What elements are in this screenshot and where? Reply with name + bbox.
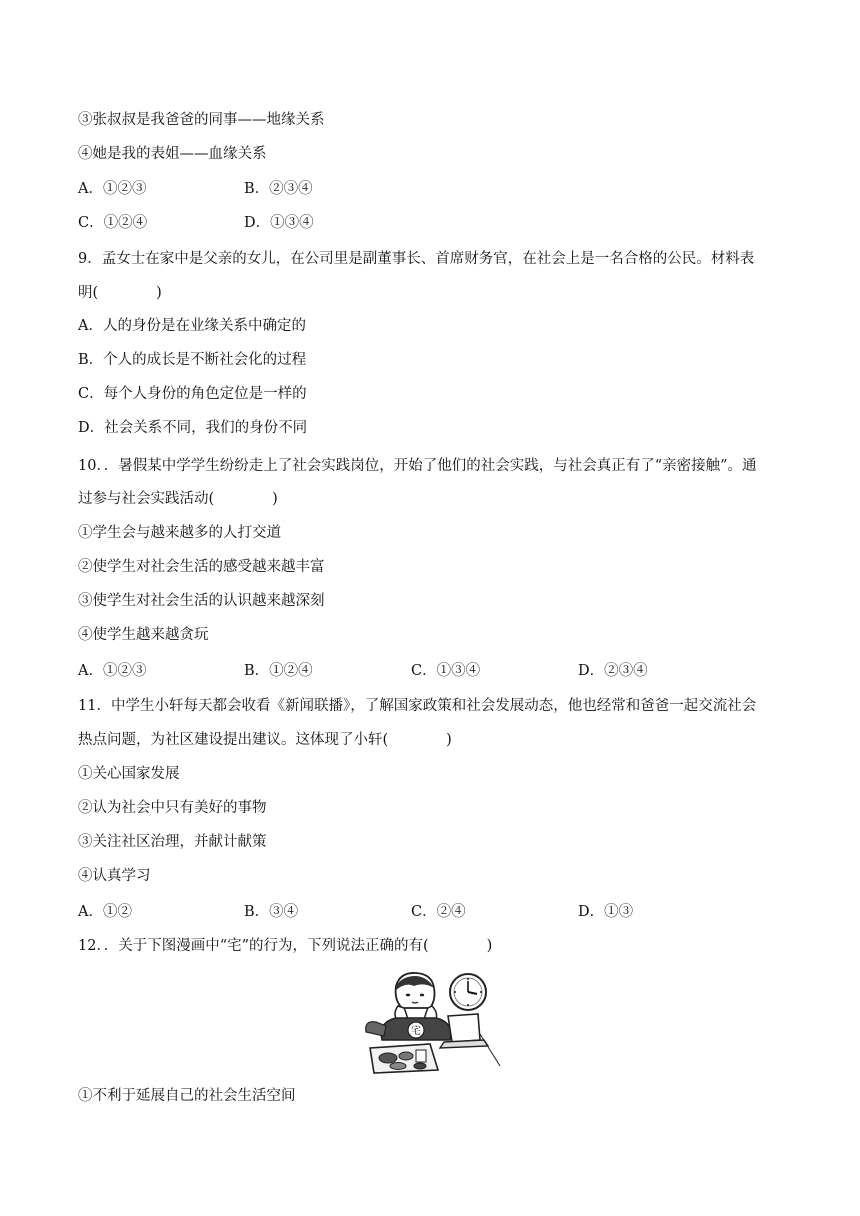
boy-figure (366, 973, 451, 1040)
q11-statement-3: ③关注社区治理，并献计献策 (78, 834, 267, 850)
q12-stem: 12．．关于下图漫画中“宅”的行为，下列说法正确的有( ) (78, 938, 493, 954)
q11-option-b: B．③④ (244, 904, 299, 920)
q9-option-a: A．人的身份是在业缘关系中确定的 (78, 318, 306, 334)
q11-stem-line1: 11．中学生小轩每天都会收看《新闻联播》，了解国家政策和社会发展动态，他也经常和爸爸一起交流社会 (78, 698, 757, 714)
q11-stem-line2: 热点问题，为社区建设提出建议。这体现了小轩( ) (78, 732, 452, 748)
q10-statement-2: ②使学生对社会生活的感受越来越丰富 (78, 559, 325, 575)
q10-statement-1: ①学生会与越来越多的人打交道 (78, 525, 281, 541)
q10-statement-3: ③使学生对社会生活的认识越来越深刻 (78, 593, 325, 609)
q11-option-d: D．①③ (578, 904, 634, 920)
food-tray-icon (370, 1044, 438, 1073)
q11-option-a: A．①② (78, 904, 132, 920)
cartoon-illustration (362, 970, 504, 1074)
q10-stem-line2: 过参与社会实践活动( ) (78, 491, 278, 507)
q11-statement-2: ②认为社会中只有美好的事物 (78, 800, 267, 816)
q10-statement-4: ④使学生越来越贪玩 (78, 627, 209, 643)
q12-statement-1: ①不利于延展自己的社会生活空间 (78, 1088, 296, 1104)
q8-option-d: D．①③④ (244, 215, 314, 231)
q11-statement-1: ①关心国家发展 (78, 766, 180, 782)
q9-option-d: D．社会关系不同，我们的身份不同 (78, 420, 308, 436)
q8-option-c: C．①②④ (78, 215, 148, 231)
q9-stem-line2: 明( ) (78, 285, 162, 301)
q8-option-b: B．②③④ (244, 181, 313, 197)
clock-icon (450, 974, 486, 1010)
q9-option-c: C．每个人身份的角色定位是一样的 (78, 386, 307, 402)
svg-text:宅: 宅 (411, 1026, 421, 1037)
q10-option-b: B．①②④ (244, 663, 313, 679)
q10-option-c: C．①③④ (411, 663, 481, 679)
q10-option-d: D．②③④ (578, 663, 648, 679)
q10-stem-line1: 10．．暑假某中学学生纷纷走上了社会实践岗位，开始了他们的社会实践，与社会真正有了“亲密接触”。通 (78, 458, 757, 474)
q8-statement-4: ④她是我的表姐——血缘关系 (78, 146, 267, 162)
q10-option-a: A．①②③ (78, 663, 147, 679)
q8-statement-3: ③张叔叔是我爸爸的同事——地缘关系 (78, 112, 325, 128)
q8-option-a: A．①②③ (78, 181, 147, 197)
q11-statement-4: ④认真学习 (78, 868, 151, 884)
q9-stem-line1: 9．孟女士在家中是父亲的女儿，在公司里是副董事长、首席财务官，在社会上是一名合格的公民。材料表 (78, 251, 755, 267)
q11-option-c: C．②④ (411, 904, 466, 920)
q9-option-b: B．个人的成长是不断社会化的过程 (78, 352, 307, 368)
